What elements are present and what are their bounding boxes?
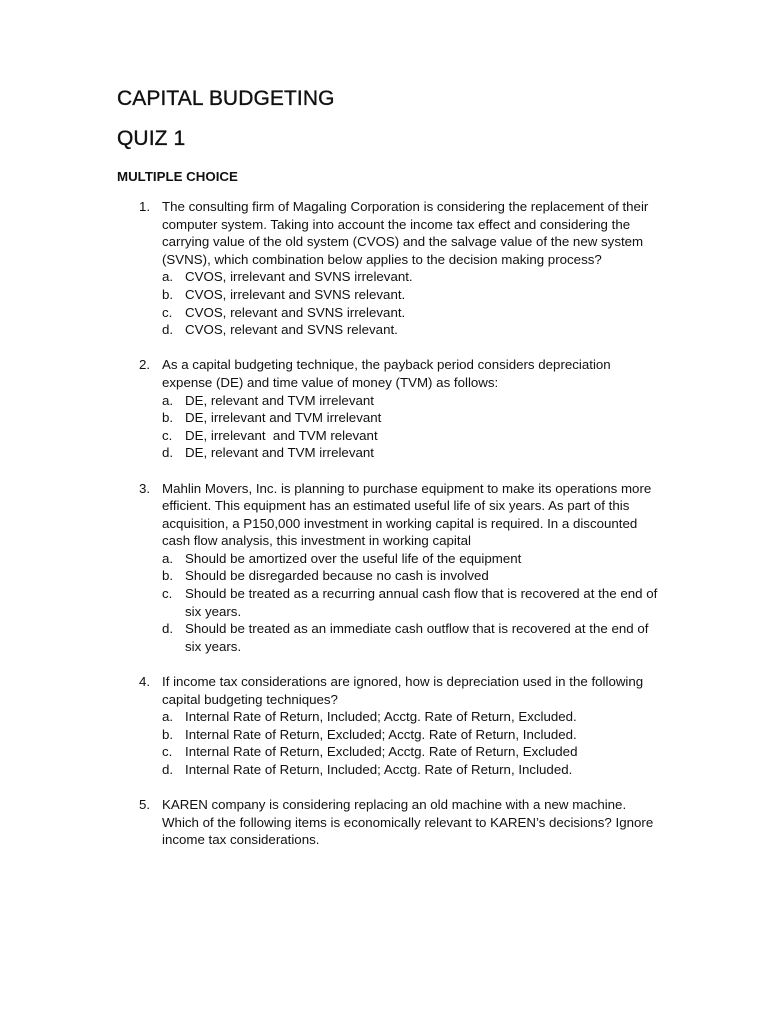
option-text: CVOS, irrelevant and SVNS relevant. [185, 286, 406, 302]
option-item [0, 409, 768, 427]
question-text: KAREN company is considering replacing an old machine with a new machine. Which of the following items is economically relevant to KAREN’s decisions? Ignore income tax considerations. [162, 797, 654, 848]
option-letter: d. [162, 445, 174, 461]
question-text: The consulting firm of Magaling Corporation is considering the replacement of their computer system. Taking into account the income tax effect and considering the carrying value of the old system (CVOS) and the salvage value of the new system (SVNS), which combination below applies to the decision making process? [162, 199, 649, 267]
option-text: Internal Rate of Return, Excluded; Acctg. Rate of Return, Excluded [185, 744, 578, 760]
question-number: 4. [139, 674, 151, 690]
option-letter: a. [162, 709, 174, 725]
option-letter: d. [162, 762, 174, 777]
option-text: CVOS, irrelevant and SVNS irrelevant. [185, 269, 413, 285]
question-text: Mahlin Movers, Inc. is planning to purchase equipment to make its operations more efficient. This equipment has an estimated useful life of six years. As part of this acquisition, a P150,000 investment in working capital is required. In a discounted cash flow analysis, this investment in working capital [162, 480, 652, 549]
option-letter: a. [162, 392, 174, 408]
question-number: 1. [139, 199, 151, 214]
option-item [0, 743, 768, 761]
option-letter: c. [162, 744, 173, 760]
option-item [0, 444, 768, 462]
option-item [0, 392, 768, 410]
question-2 [0, 356, 768, 462]
option-text: Internal Rate of Return, Included; Acctg. Rate of Return, Included. [185, 762, 573, 777]
question-text: If income tax considerations are ignored, how is depreciation used in the following capital budgeting techniques? [162, 674, 644, 707]
document-title: CAPITAL BUDGETING [117, 87, 335, 110]
option-text: DE, irrelevant and TVM irrelevant [185, 410, 382, 426]
option-item [0, 726, 768, 744]
option-item [0, 286, 768, 304]
quiz-title: QUIZ 1 [117, 127, 186, 150]
option-letter: c. [162, 586, 173, 602]
option-letter: d. [162, 621, 174, 637]
option-item [0, 761, 768, 779]
option-text: Should be treated as an immediate cash outflow that is recovered at the end of six years. [185, 621, 649, 654]
question-number: 3. [139, 480, 151, 496]
option-item [0, 427, 768, 445]
option-letter: b. [162, 410, 174, 426]
option-text: DE, relevant and TVM irrelevant [185, 392, 374, 408]
option-letter: c. [162, 427, 173, 443]
question-list [0, 198, 768, 867]
option-letter: a. [162, 550, 174, 566]
question-4 [0, 673, 768, 779]
option-item [0, 304, 768, 322]
question-number: 5. [139, 797, 151, 813]
question-1 [0, 198, 768, 339]
option-item [0, 550, 768, 568]
option-item [0, 567, 768, 585]
option-item [0, 321, 768, 339]
option-text: DE, relevant and TVM irrelevant [185, 445, 374, 461]
option-text: DE, irrelevant and TVM relevant [185, 427, 378, 443]
question-3 [0, 480, 768, 656]
option-item [0, 585, 768, 620]
section-heading: MULTIPLE CHOICE [117, 169, 238, 184]
option-item [0, 620, 768, 655]
option-letter: b. [162, 286, 174, 302]
option-text: Should be disregarded because no cash is involved [185, 568, 489, 584]
option-text: Should be amortized over the useful life of the equipment [185, 550, 522, 566]
option-letter: b. [162, 726, 174, 742]
question-number: 2. [139, 357, 151, 373]
question-5 [0, 796, 768, 849]
option-letter: b. [162, 568, 174, 584]
question-text: As a capital budgeting technique, the payback period considers depreciation expense (DE) and time value of money (TVM) as follows: [162, 357, 611, 390]
option-letter: a. [162, 269, 174, 285]
option-text: Internal Rate of Return, Excluded; Acctg. Rate of Return, Included. [185, 726, 577, 742]
option-text: Internal Rate of Return, Included; Acctg. Rate of Return, Excluded. [185, 709, 577, 725]
option-text: Should be treated as a recurring annual cash flow that is recovered at the end of six years. [185, 586, 658, 619]
option-item [0, 268, 768, 286]
option-letter: c. [162, 304, 173, 320]
option-text: CVOS, relevant and SVNS relevant. [185, 322, 398, 338]
option-item [0, 708, 768, 726]
option-letter: d. [162, 322, 174, 338]
option-text: CVOS, relevant and SVNS irrelevant. [185, 304, 406, 320]
